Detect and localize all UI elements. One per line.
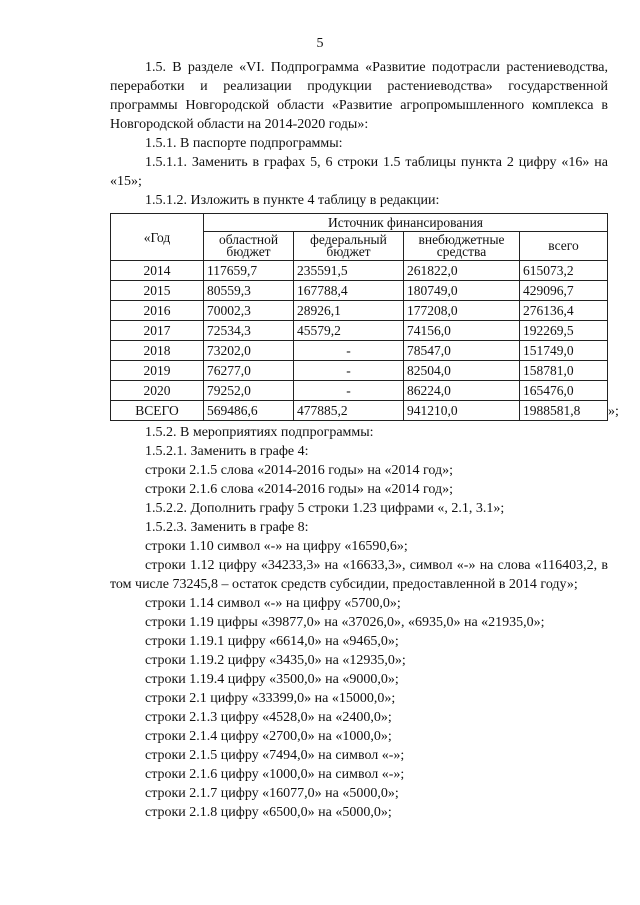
cell-federal: - — [294, 341, 404, 361]
cell-regional: 569486,6 — [204, 401, 294, 421]
cell-federal: - — [294, 361, 404, 381]
cell-year: 2014 — [111, 261, 204, 281]
cell-extrabudget: 82504,0 — [404, 361, 520, 381]
cell-year: ВСЕГО — [111, 401, 204, 421]
page-number: 5 — [316, 36, 324, 51]
list-item: строки 1.19 цифры «39877,0» на «37026,0», «6935,0» на «21935,0»; — [145, 615, 545, 630]
cell-year: 2016 — [111, 301, 204, 321]
column-header-total: всего — [520, 232, 608, 261]
list-item: строки 2.1.7 цифру «16077,0» на «5000,0»; — [145, 786, 399, 801]
table-row — [111, 361, 608, 381]
cell-extrabudget: 261822,0 — [404, 261, 520, 281]
financing-table-wrapper — [110, 213, 619, 421]
list-item: строки 2.1.5 слова «2014-2016 годы» на «2014 год»; — [145, 463, 454, 478]
cell-total: 615073,2 — [520, 261, 608, 281]
cell-regional: 73202,0 — [204, 341, 294, 361]
cell-total: 165476,0 — [520, 381, 608, 401]
list-item: строки 1.19.1 цифру «6614,0» на «9465,0»; — [145, 634, 399, 649]
paragraph-1-5-2: 1.5.2. В мероприятиях подпрограммы: — [145, 425, 374, 440]
column-header-federal: федеральный бюджет — [294, 232, 404, 261]
cell-regional: 80559,3 — [204, 281, 294, 301]
table-row — [111, 321, 608, 341]
cell-year: 2020 — [111, 381, 204, 401]
cell-total: 158781,0 — [520, 361, 608, 381]
cell-extrabudget: 180749,0 — [404, 281, 520, 301]
cell-federal: 477885,2 — [294, 401, 404, 421]
table-row — [111, 341, 608, 361]
list-item: строки 1.12 цифру «34233,3» на «16633,3», символ «-» на слова «116403,2, в том числе 73245,8 – остаток средств субсидии, предоставленной в 2014 году»; — [110, 558, 608, 592]
paragraph-1-5-1-2: 1.5.1.2. Изложить в пункте 4 таблицу в редакции: — [145, 193, 440, 208]
cell-regional: 76277,0 — [204, 361, 294, 381]
paragraph-1-5-2-2: 1.5.2.2. Дополнить графу 5 строки 1.23 цифрами «, 2.1, 3.1»; — [145, 501, 505, 516]
table-row — [111, 381, 608, 401]
cell-regional: 72534,3 — [204, 321, 294, 341]
list-item: строки 2.1.3 цифру «4528,0» на «2400,0»; — [145, 710, 392, 725]
list-item: строки 2.1.8 цифру «6500,0» на «5000,0»; — [145, 805, 392, 820]
paragraph-1-5-1-1: 1.5.1.1. Заменить в графах 5, 6 строки 1.5 таблицы пункта 2 цифру «16» на «15»; — [110, 155, 608, 189]
table-row-total — [111, 401, 608, 421]
cell-federal: - — [294, 381, 404, 401]
list-item: строки 2.1.6 цифру «1000,0» на символ «-»; — [145, 767, 405, 782]
list-item: строки 2.1 цифру «33399,0» на «15000,0»; — [145, 691, 396, 706]
paragraph-1-5-2-3: 1.5.2.3. Заменить в графе 8: — [145, 520, 309, 535]
list-item: строки 1.14 символ «-» на цифру «5700,0»; — [145, 596, 401, 611]
list-item: строки 2.1.5 цифру «7494,0» на символ «-»; — [145, 748, 405, 763]
paragraph-1-5-2-1: 1.5.2.1. Заменить в графе 4: — [145, 444, 309, 459]
paragraph-1-5-1: 1.5.1. В паспорте подпрограммы: — [145, 136, 343, 151]
cell-regional: 79252,0 — [204, 381, 294, 401]
cell-year: 2018 — [111, 341, 204, 361]
cell-federal: 235591,5 — [294, 261, 404, 281]
cell-extrabudget: 177208,0 — [404, 301, 520, 321]
cell-regional: 117659,7 — [204, 261, 294, 281]
table-row — [111, 261, 608, 281]
cell-year: 2015 — [111, 281, 204, 301]
cell-extrabudget: 86224,0 — [404, 381, 520, 401]
list-item: строки 2.1.6 слова «2014-2016 годы» на «2014 год»; — [145, 482, 454, 497]
paragraph-1-5: 1.5. В разделе «VI. Подпрограмма «Развитие подотрасли растениеводства, переработки и реализации продукции растениеводства» государственной программы Новгородской области «Развитие агропромышленного комплекса в Новгородской области на 2014-2020 годы»: — [110, 60, 608, 132]
cell-total: 276136,4 — [520, 301, 608, 321]
cell-extrabudget: 941210,0 — [404, 401, 520, 421]
list-item: строки 2.1.4 цифру «2700,0» на «1000,0»; — [145, 729, 392, 744]
cell-extrabudget: 74156,0 — [404, 321, 520, 341]
cell-federal: 167788,4 — [294, 281, 404, 301]
document-body — [110, 58, 619, 822]
list-item: строки 1.10 символ «-» на цифру «16590,6»; — [145, 539, 408, 554]
cell-year: 2017 — [111, 321, 204, 341]
cell-total: 192269,5 — [520, 321, 608, 341]
cell-federal: 28926,1 — [294, 301, 404, 321]
cell-extrabudget: 78547,0 — [404, 341, 520, 361]
table-closing-quote: »; — [608, 404, 619, 419]
list-item: строки 1.19.4 цифру «3500,0» на «9000,0»; — [145, 672, 399, 687]
cell-total: 151749,0 — [520, 341, 608, 361]
list-item: строки 1.19.2 цифру «3435,0» на «12935,0»; — [145, 653, 406, 668]
cell-federal: 45579,2 — [294, 321, 404, 341]
source-header: Источник финансирования — [204, 214, 608, 232]
table-row — [111, 301, 608, 321]
column-header-extrabudget: внебюджетные средства — [404, 232, 520, 261]
cell-total: 1988581,8 — [520, 401, 608, 421]
column-header-regional: областной бюджет — [204, 232, 294, 261]
cell-year: 2019 — [111, 361, 204, 381]
year-header: «Год — [111, 214, 204, 261]
cell-regional: 70002,3 — [204, 301, 294, 321]
cell-total: 429096,7 — [520, 281, 608, 301]
table-row — [111, 281, 608, 301]
financing-table — [110, 213, 608, 421]
